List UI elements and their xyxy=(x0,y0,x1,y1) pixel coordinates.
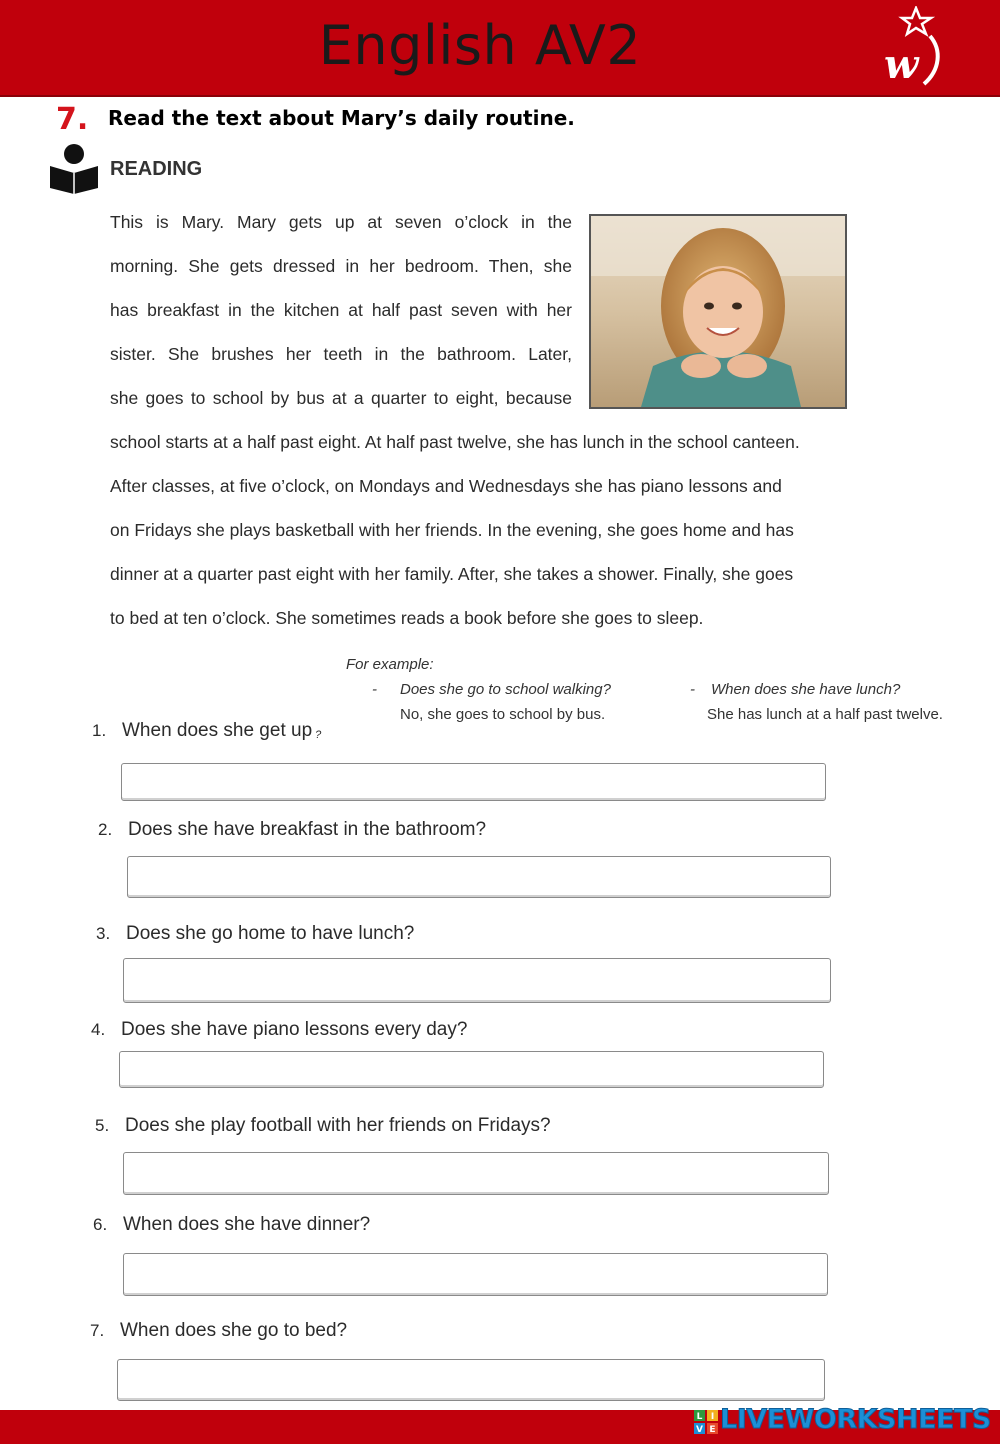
question-number: 2. xyxy=(98,820,113,839)
example-bullet: - xyxy=(690,681,695,698)
answer-input-6[interactable] xyxy=(123,1253,828,1296)
question-text: When does she go to bed? xyxy=(120,1320,348,1341)
question-5 xyxy=(95,1115,551,1137)
reading-line: school starts at a half past eight. At half past twelve, she has lunch in the school canteen. xyxy=(110,432,800,452)
answer-input-5[interactable] xyxy=(123,1152,829,1195)
reading-line: has breakfast in the kitchen at half past seven with her xyxy=(110,300,572,320)
section-label: READING xyxy=(110,158,203,180)
example-question: Does she go to school walking? xyxy=(400,681,611,698)
reading-line: This is Mary. Mary gets up at seven o’clock in the xyxy=(110,212,572,232)
question-text: When does she have dinner? xyxy=(123,1214,371,1235)
person-reading-icon xyxy=(46,142,102,194)
badge-letter: L xyxy=(696,1412,703,1422)
badge-letter: I xyxy=(710,1412,715,1422)
exercise-number: 7. xyxy=(56,102,89,137)
example-bullet: - xyxy=(372,681,377,698)
question-7 xyxy=(90,1320,347,1342)
reading-line: to bed at ten o’clock. She sometimes reads a book before she goes to sleep. xyxy=(110,608,704,628)
question-number: 7. xyxy=(90,1321,105,1340)
answer-input-1[interactable] xyxy=(121,763,826,801)
star-w-logo-icon xyxy=(880,6,944,90)
liveworksheets-badge-icon xyxy=(694,1410,718,1434)
question-number: 6. xyxy=(93,1215,108,1234)
reading-line: dinner at a quarter past eight with her family. After, she takes a shower. Finally, she goes xyxy=(110,564,794,584)
question-2 xyxy=(98,819,486,841)
reading-line: After classes, at five o’clock, on Mondays and Wednesdays she has piano lessons and xyxy=(110,476,782,496)
example-question: When does she have lunch? xyxy=(711,681,901,698)
question-number: 1. xyxy=(92,721,107,740)
example-answer: No, she goes to school by bus. xyxy=(400,706,606,723)
question-text: Does she have breakfast in the bathroom? xyxy=(128,819,487,840)
answer-input-3[interactable] xyxy=(123,958,831,1003)
example-label: For example: xyxy=(346,656,434,673)
question-1 xyxy=(92,720,321,742)
question-mark: ? xyxy=(315,729,322,741)
badge-letter: E xyxy=(709,1425,716,1434)
question-number: 3. xyxy=(96,924,111,943)
reading-line: sister. She brushes her teeth in the bathroom. Later, xyxy=(110,344,572,364)
reading-line: on Fridays she plays basketball with her friends. In the evening, she goes home and has xyxy=(110,520,794,540)
header-bar xyxy=(0,0,1000,97)
badge-letter: V xyxy=(696,1425,703,1434)
liveworksheets-brand[interactable]: LIVEWORKSHEETS xyxy=(720,1404,991,1435)
reading-line: morning. She gets dressed in her bedroom. Then, she xyxy=(110,256,572,276)
answer-input-7[interactable] xyxy=(117,1359,825,1401)
question-text: When does she get up xyxy=(122,720,313,741)
svg-text:w: w xyxy=(884,41,919,88)
mary-photo xyxy=(589,214,847,409)
exercise-instruction: Read the text about Mary’s daily routine. xyxy=(108,106,575,130)
page-title: English AV2 xyxy=(318,14,642,77)
example-answer: She has lunch at a half past twelve. xyxy=(707,706,943,723)
question-text: Does she play football with her friends on Fridays? xyxy=(125,1115,551,1136)
question-text: Does she go home to have lunch? xyxy=(126,923,415,944)
question-4 xyxy=(91,1019,467,1041)
question-6 xyxy=(93,1214,370,1236)
reading-line: she goes to school by bus at a quarter to eight, because xyxy=(110,388,572,408)
question-number: 4. xyxy=(91,1020,106,1039)
answer-input-4[interactable] xyxy=(119,1051,824,1088)
answer-input-2[interactable] xyxy=(127,856,831,898)
question-number: 5. xyxy=(95,1116,110,1135)
question-text: Does she have piano lessons every day? xyxy=(121,1019,468,1040)
question-3 xyxy=(96,923,414,945)
